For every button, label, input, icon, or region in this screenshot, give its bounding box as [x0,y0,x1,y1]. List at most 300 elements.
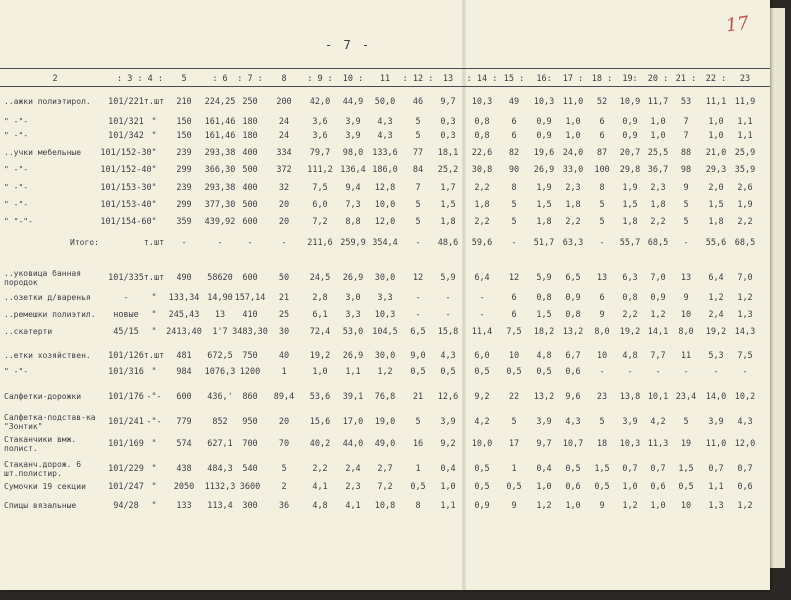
cell-c17: 1,0 [565,501,581,511]
cell-unit: " [151,464,157,474]
cell-unit: т.шт [143,273,165,283]
cell-c11: 49,0 [374,439,396,449]
cell-c17: 10,7 [562,439,584,449]
column-header: 15 : [503,74,525,84]
cell-code: 101/154-60 [100,217,152,227]
cell-c11: 12,8 [374,183,396,193]
cell-c13: 12,6 [437,392,459,402]
item-name: " -"- [4,367,29,376]
cell-c21: 9 [683,183,689,193]
cell-c22: 1,8 [708,217,724,227]
cell-c19: 0,9 [622,131,638,141]
cell-c7: 600 [242,217,258,227]
cell-c6: 224,25 [204,97,236,107]
cell-c5: 600 [176,392,192,402]
cell-c19: 0,9 [622,117,638,127]
cell-c7: 860 [242,392,258,402]
cell-c18: 1,5 [594,464,610,474]
cell-c17: 6,5 [565,273,581,283]
cell-c23: 14,3 [734,327,756,337]
cell-c10: 8,8 [345,217,361,227]
cell-c9: 19,2 [309,351,331,361]
cell-c14: 30,8 [471,165,493,175]
cell-c17: 11,0 [562,97,584,107]
cell-c11: 4,3 [377,131,393,141]
cell-c17: 9,6 [565,392,581,402]
cell-c19: 13,8 [619,392,641,402]
cell-c6: 293,38 [204,183,236,193]
cell-c17: 1,8 [565,200,581,210]
cell-c19: 1,2 [622,501,638,511]
cell-c23: 0,7 [737,464,753,474]
cell-c23: 68,5 [734,238,756,248]
cell-unit: т.шт [143,97,165,107]
cell-c5: 239 [176,148,192,158]
column-header: : 9 : [307,74,333,84]
cell-c21: - [683,367,689,377]
cell-code: 101/316 [108,367,144,377]
cell-c10: 3,9 [345,117,361,127]
cell-c11: 133,6 [372,148,398,158]
item-name: ..ремешки полиэтил. [4,310,96,319]
cell-c12: 0,5 [410,482,426,492]
cell-c13: 9,2 [440,439,456,449]
cell-c19: 29,8 [619,165,641,175]
cell-c8: 200 [276,97,292,107]
cell-c5: 239 [176,183,192,193]
cell-c9: 4,1 [312,482,328,492]
cell-c7: - [247,238,253,248]
cell-c12: 1 [415,464,421,474]
cell-c5: 490 [176,273,192,283]
cell-c5: 984 [176,367,192,377]
cell-c18: 23 [596,392,608,402]
cell-c12: 5 [415,117,421,127]
cell-c9: 3,6 [312,131,328,141]
cell-c14: 10,0 [471,439,493,449]
cell-c9: 6,0 [312,200,328,210]
cell-c13: - [445,293,451,303]
cell-c13: 3,9 [440,417,456,427]
cell-c9: 53,6 [309,392,331,402]
cell-c18: 87 [596,148,608,158]
cell-code: 101/153-30 [100,183,152,193]
cell-code: 101/229 [108,464,144,474]
cell-c22: 1,3 [708,501,724,511]
cell-c23: 1,1 [737,131,753,141]
cell-unit: -"- [146,392,162,402]
cell-c22: 14,0 [705,392,727,402]
cell-c17: 2,2 [565,217,581,227]
cell-c16: 1,8 [536,217,552,227]
column-header: 16: [536,74,552,84]
cell-c21: 7 [683,117,689,127]
cell-c19: 6,3 [622,273,638,283]
cell-c6: 161,46 [204,131,236,141]
cell-code: 101/126 [108,351,144,361]
cell-c21: 5 [683,217,689,227]
cell-c22: 21,0 [705,148,727,158]
cell-c23: - [742,367,748,377]
cell-c14: 11,4 [471,327,493,337]
cell-c20: 0,9 [650,293,666,303]
item-name: Салфетки-дорожки [4,392,82,401]
cell-c19: 3,9 [622,417,638,427]
cell-c15: 6 [511,293,517,303]
cell-c18: 8 [599,183,605,193]
column-header: 22 : [705,74,727,84]
cell-c9: 1,0 [312,367,328,377]
cell-c23: 1,2 [737,293,753,303]
cell-c5: 359 [176,217,192,227]
cell-c8: 25 [278,310,290,320]
cell-c16: 26,9 [533,165,555,175]
cell-c11: 19,0 [374,417,396,427]
cell-c12: - [415,310,421,320]
item-name: " -"- [4,200,29,209]
cell-c8: 24 [278,131,290,141]
cell-c8: 30 [278,327,290,337]
cell-c22: 3,9 [708,417,724,427]
cell-c17: 6,7 [565,351,581,361]
cell-c21: 19 [680,439,692,449]
cell-c20: 1,0 [650,131,666,141]
cell-c15: 5 [511,417,517,427]
cell-c16: 51,7 [533,238,555,248]
cell-c18: 10 [596,351,608,361]
cell-c6: 1132,3 [204,482,236,492]
cell-c11: 50,0 [374,97,396,107]
cell-c16: 1,5 [536,200,552,210]
cell-c19: 20,7 [619,148,641,158]
cell-c7: 410 [242,310,258,320]
cell-c7: 1200 [239,367,261,377]
cell-unit: " [151,482,157,492]
cell-c7: 157,14 [234,293,266,303]
cell-unit: " [151,310,157,320]
cell-c17: 2,3 [565,183,581,193]
cell-c8: 2 [281,482,287,492]
cell-c6: 14,90 [207,293,233,303]
item-name: " -"- [4,183,29,192]
cell-c13: 0,5 [440,367,456,377]
cell-c18: 6 [599,293,605,303]
cell-c12: 6,5 [410,327,426,337]
cell-c12: - [415,238,421,248]
cell-c11: 10,8 [374,501,396,511]
cell-c22: 1,1 [708,482,724,492]
cell-c21: 11 [680,351,692,361]
cell-c20: 0,6 [650,482,666,492]
cell-c15: 0,5 [506,482,522,492]
cell-c10: 26,9 [342,351,364,361]
cell-c18: 5 [599,217,605,227]
cell-c20: 11,3 [647,439,669,449]
cell-c6: 1076,3 [204,367,236,377]
cell-c14: 0,9 [474,501,490,511]
cell-c10: 3,9 [345,131,361,141]
cell-c7: 400 [242,183,258,193]
cell-c18: 13 [596,273,608,283]
cell-c16: 13,2 [533,392,555,402]
cell-unit: " [151,327,157,337]
cell-c17: 1,0 [565,117,581,127]
item-name: " -"- [4,117,29,126]
cell-c9: 79,7 [309,148,331,158]
cell-c6: 484,3 [207,464,233,474]
cell-code: 101/321 [108,117,144,127]
cell-c5: 150 [176,117,192,127]
cell-c22: 1,5 [708,200,724,210]
cell-c5: 2050 [173,482,195,492]
cell-c16: 3,9 [536,417,552,427]
cell-c6: 58620 [207,273,233,283]
cell-c21: 7 [683,131,689,141]
cell-c15: 10 [508,351,520,361]
cell-unit: т.шт [143,351,165,361]
cell-c6: 852 [212,417,228,427]
page-number: - 7 - [325,38,372,52]
cell-c12: 77 [412,148,424,158]
cell-c18: 0,5 [594,482,610,492]
cell-code: 101/247 [108,482,144,492]
cell-c8: 372 [276,165,292,175]
cell-c16: 0,9 [536,131,552,141]
cell-c20: 25,5 [647,148,669,158]
cell-c11: 10,0 [374,200,396,210]
cell-c13: - [445,310,451,320]
cell-c15: 7,5 [506,327,522,337]
item-name: ..скатерти [4,327,53,336]
archive-number-mark: 17 [724,12,751,37]
cell-c16: 18,2 [533,327,555,337]
cell-c8: 20 [278,200,290,210]
cell-c8: 20 [278,217,290,227]
cell-c18: 18 [596,439,608,449]
cell-unit: " [151,439,157,449]
cell-c19: 10,3 [619,439,641,449]
cell-c20: 2,3 [650,183,666,193]
cell-c16: 4,8 [536,351,552,361]
cell-c5: 574 [176,439,192,449]
cell-c7: 500 [242,165,258,175]
cell-c13: 1,0 [440,482,456,492]
cell-c8: 70 [278,439,290,449]
cell-c10: 2,4 [345,464,361,474]
cell-c23: 1,9 [737,200,753,210]
cell-c18: 6 [599,131,605,141]
cell-c22: 11,1 [705,97,727,107]
cell-c16: 0,9 [536,117,552,127]
cell-c10: 17,0 [342,417,364,427]
cell-c14: 6,0 [474,351,490,361]
cell-c11: 30,0 [374,273,396,283]
cell-c23: 1,3 [737,310,753,320]
cell-c9: 2,8 [312,293,328,303]
cell-c18: 5 [599,200,605,210]
cell-c20: 14,1 [647,327,669,337]
item-name: ..ажки полиэтирол. [4,97,91,106]
cell-c13: 9,7 [440,97,456,107]
cell-c15: 0,5 [506,367,522,377]
cell-c12: 21 [412,392,424,402]
cell-c11: 1,2 [377,367,393,377]
cell-c14: 0,5 [474,482,490,492]
cell-code: 101/169 [108,439,144,449]
cell-c10: 2,3 [345,482,361,492]
cell-unit: " [151,131,157,141]
cell-c19: 4,8 [622,351,638,361]
cell-c15: 5 [511,200,517,210]
cell-c9: 40,2 [309,439,331,449]
cell-c9: 4,8 [312,501,328,511]
cell-c23: 25,9 [734,148,756,158]
cell-c12: 0,5 [410,367,426,377]
cell-c6: 366,30 [204,165,236,175]
cell-c12: 7 [415,183,421,193]
cell-c7: 700 [242,439,258,449]
cell-unit: " [151,217,157,227]
cell-c20: 1,0 [650,501,666,511]
cell-c15: 6 [511,117,517,127]
item-name: Спицы вязальные [4,501,77,510]
cell-c6: 436,' [207,392,233,402]
cell-c20: 0,7 [650,464,666,474]
cell-c19: 0,8 [622,293,638,303]
cell-code: 101/152-40 [100,165,152,175]
cell-c22: - [713,367,719,377]
cell-c11: 354,4 [372,238,398,248]
cell-c15: 17 [508,439,520,449]
cell-c23: 2,2 [737,217,753,227]
cell-c6: 161,46 [204,117,236,127]
column-header: : 7 : [237,74,263,84]
cell-c5: 133 [176,501,192,511]
cell-c21: 0,5 [678,482,694,492]
cell-c8: 24 [278,117,290,127]
cell-c15: 90 [508,165,520,175]
cell-c14: 0,5 [474,464,490,474]
cell-c22: 6,4 [708,273,724,283]
cell-c7: 750 [242,351,258,361]
cell-c20: - [655,367,661,377]
cell-code: 45/15 [113,327,139,337]
cell-c19: 19,2 [619,327,641,337]
cell-c18: 9 [599,501,605,511]
cell-c10: 259,9 [340,238,366,248]
cell-c17: 1,0 [565,131,581,141]
cell-c23: 10,2 [734,392,756,402]
cell-code: 101/152-30 [100,148,152,158]
cell-c23: 12,0 [734,439,756,449]
cell-unit: " [151,293,157,303]
cell-unit: " [151,367,157,377]
cell-c23: 4,3 [737,417,753,427]
cell-c10: 4,1 [345,501,361,511]
cell-c10: 136,4 [340,165,366,175]
cell-c21: 8,0 [678,327,694,337]
cell-c22: 19,2 [705,327,727,337]
item-name: ..етки хозяйствен. [4,351,91,360]
column-header: : 12 : [402,74,434,84]
cell-c11: 186,0 [372,165,398,175]
cell-code: 101/342 [108,131,144,141]
cell-c7: 540 [242,464,258,474]
cell-c22: 1,0 [708,117,724,127]
cell-c21: 5 [683,200,689,210]
cell-c14: 0,8 [474,131,490,141]
column-header: 8 [281,74,287,84]
cell-c10: 39,1 [342,392,364,402]
cell-c16: 1,2 [536,501,552,511]
cell-c23: 2,6 [737,183,753,193]
cell-c6: 13 [214,310,226,320]
cell-c19: 1,8 [622,217,638,227]
cell-c20: 10,1 [647,392,669,402]
cell-code: 101/153-40 [100,200,152,210]
cell-c5: - [181,238,187,248]
cell-c14: 10,3 [471,97,493,107]
cell-c18: - [599,367,605,377]
cell-c16: 5,9 [536,273,552,283]
cell-c18: 52 [596,97,608,107]
cell-c7: 3600 [239,482,261,492]
item-name: " "-"- [4,217,33,226]
cell-c9: 3,6 [312,117,328,127]
cell-c8: 20 [278,417,290,427]
cell-c13: 18,1 [437,148,459,158]
cell-c15: 6 [511,310,517,320]
cell-c7: 3483,30 [232,327,268,337]
cell-c21: 10 [680,310,692,320]
cell-c16: 19,6 [533,148,555,158]
cell-c20: 1,2 [650,310,666,320]
cell-c17: 0,8 [565,310,581,320]
cell-c14: 2,2 [474,217,490,227]
cell-c13: 1,1 [440,501,456,511]
cell-c7: 600 [242,273,258,283]
cell-c10: 7,3 [345,200,361,210]
cell-c12: 46 [412,97,424,107]
cell-c8: 50 [278,273,290,283]
cell-c13: 1,8 [440,217,456,227]
cell-c7: 180 [242,117,258,127]
item-name: Стаканчики вмж. полист. [4,435,77,453]
cell-c18: 8,0 [594,327,610,337]
cell-c22: 11,0 [705,439,727,449]
cell-c5: 299 [176,165,192,175]
cell-c6: 627,1 [207,439,233,449]
cell-c5: 245,43 [168,310,200,320]
cell-c11: 104,5 [372,327,398,337]
cell-c8: 89,4 [273,392,295,402]
cell-c10: 26,9 [342,273,364,283]
cell-c22: 5,3 [708,351,724,361]
cell-c23: 7,0 [737,273,753,283]
cell-c10: 1,1 [345,367,361,377]
cell-c18: 100 [594,165,610,175]
cell-c19: 10,9 [619,97,641,107]
cell-c10: 44,0 [342,439,364,449]
cell-c14: 0,8 [474,117,490,127]
cell-c13: 48,6 [437,238,459,248]
cell-c10: 9,4 [345,183,361,193]
cell-c7: 950 [242,417,258,427]
cell-code: 94/28 [113,501,139,511]
cell-c9: 42,0 [309,97,331,107]
cell-c18: - [599,238,605,248]
cell-c8: 21 [278,293,290,303]
